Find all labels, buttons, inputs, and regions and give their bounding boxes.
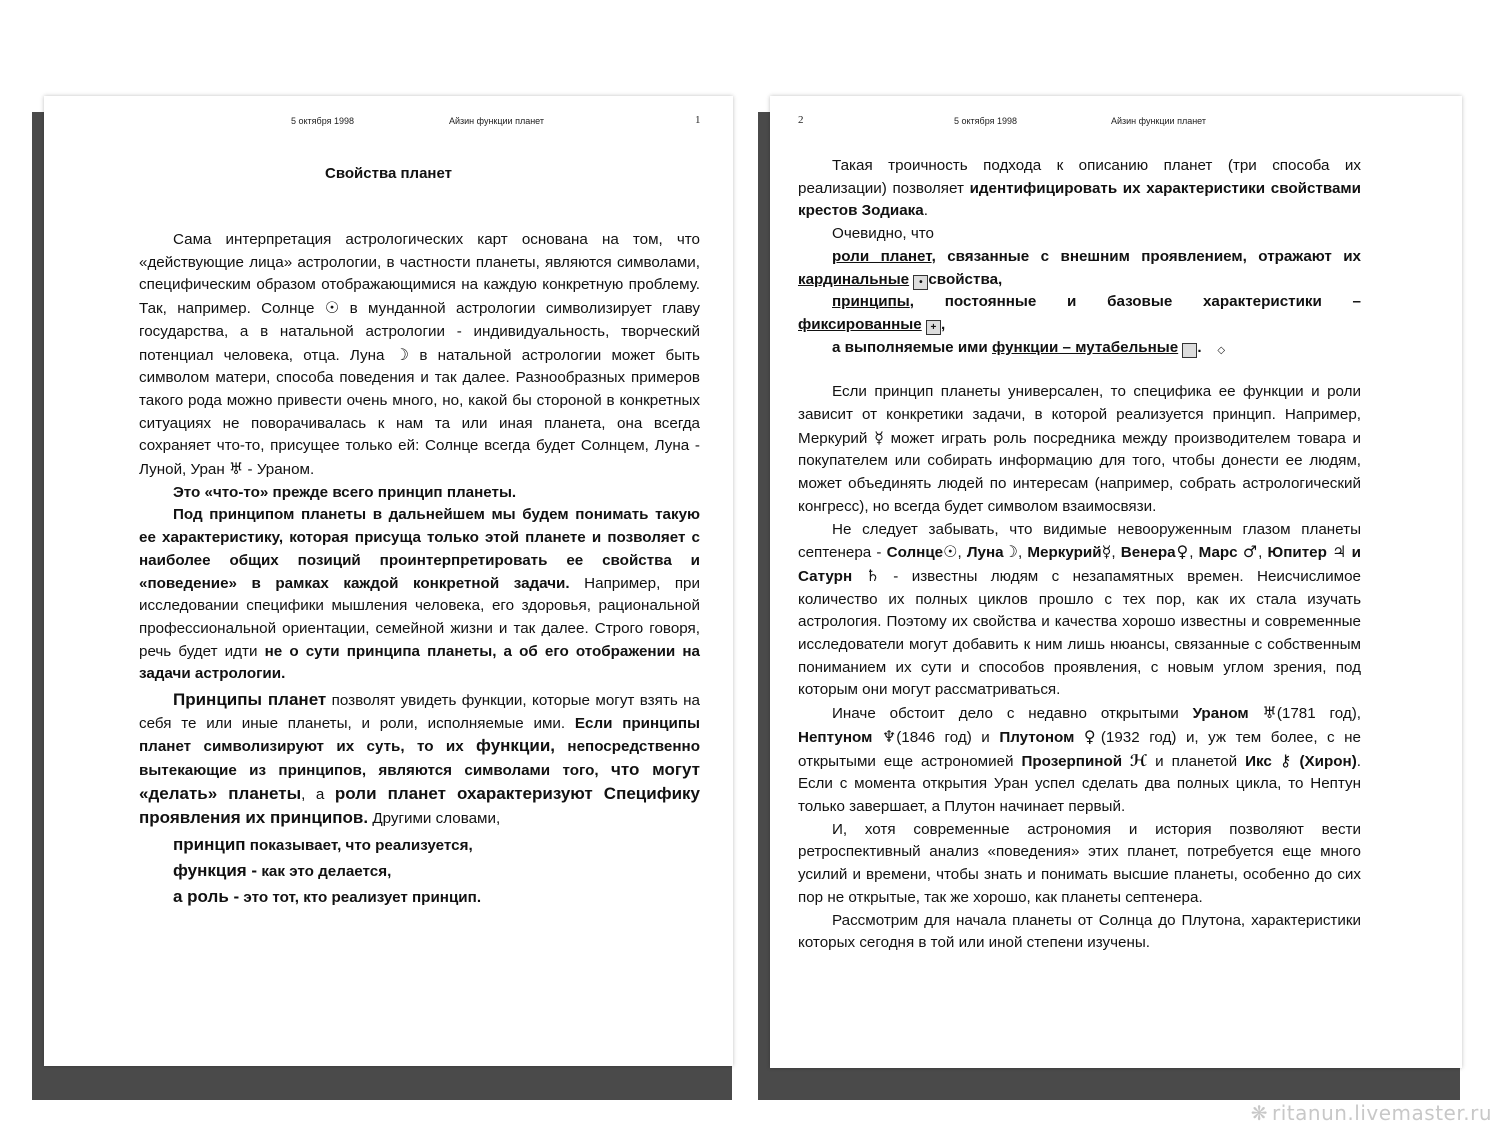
list-item [139, 858, 700, 884]
watermark-text: ritanun.livemaster.ru [1272, 1101, 1492, 1125]
text: Нептуном [798, 728, 873, 746]
page-2-body [798, 155, 1361, 955]
text: (Хирон) [1299, 752, 1357, 770]
text: роли планет [832, 247, 932, 265]
text: (1932 год) и, уж тем более, с не открытыми еще астрономией [798, 728, 1361, 770]
mars-symbol-icon: ♂ [1242, 542, 1259, 562]
list-item [798, 337, 1361, 360]
paragraph [798, 381, 1361, 518]
text: Если принцип планеты универсален, то специфика ее функции и роли зависит от конкретики задачи, в которой реализуется принцип. Например, Меркурий [798, 383, 1361, 447]
gear-icon: ❋ [1250, 1101, 1269, 1125]
text: функция - [173, 861, 258, 881]
text: Другими словами, [372, 809, 501, 827]
page-header-title: Айзин функции планет [1111, 116, 1207, 126]
text: и [1351, 544, 1361, 562]
list-item [798, 291, 1361, 314]
text: Юпитер [1267, 544, 1327, 562]
role-list [139, 832, 700, 910]
text: Под принципом планеты в дальнейшем мы будем понимать такую ее характеристику, которая присуща только этой планете и позволяет с наиболее общих позиций проинтерпретировать ее свойства и «поведение» в рамках каждой конкретной задачи. [139, 506, 700, 592]
text: Ураном [1192, 705, 1249, 723]
text: роли планет охарактеризуют Специфику проявления их принципов. [139, 783, 700, 827]
text: Икс [1245, 752, 1272, 770]
text: (1846 год) и [896, 728, 990, 746]
text: а роль - [173, 887, 240, 907]
text: Иначе обстоит дело с недавно открытыми [832, 705, 1179, 723]
paragraph [139, 229, 700, 482]
text: , а [301, 785, 325, 803]
text: в натальной астрологии может быть символом матери, способа поведения и так далее. Разнообразных примеров такого рода можно привести очень много, но, какой бы стороной в конкретных ситуациях не поворачивалась к нам та или иная планета, она всегда сохраняет что-то, присущее только ей: Солнце всегда будет Солнцем, Луна - Луной, Уран [139, 346, 700, 479]
paragraph: И, хотя современные астрономия и история позволяют вести ретроспективный анализ «поведения» этих планет, потребуется еще много усилий и времени, чтобы знать и понимать высшие планеты, особенно до сих пор не открытые, так же хорошо, как планеты септенера. [798, 820, 1361, 906]
text: функции – мутабельные [992, 338, 1179, 356]
page-header-date: 5 октября 1998 [291, 116, 354, 126]
text: как это делается, [261, 863, 392, 881]
mercury-symbol-icon: ☿ [1101, 542, 1112, 562]
text: Принципы планет [173, 690, 327, 710]
list-item [139, 884, 700, 910]
text: Такая троичность подхода к описанию планет (три способа их реализации) позволяет [798, 157, 1361, 197]
page-number: 1 [695, 114, 701, 126]
text: в мунданной астрологии символизирует главу государства, а в натальной астрологии - индивидуальность, творческий потенциал человека, отца. Луна [139, 300, 700, 364]
text: . [1197, 338, 1202, 356]
page-1-body [139, 229, 700, 910]
cross-list [798, 246, 1361, 360]
paragraph: Это «что-то» прежде всего принцип планеты. [173, 483, 517, 501]
proserpina-symbol-icon: ℋ [1130, 750, 1148, 770]
sun-symbol-icon: ☉ [324, 298, 340, 318]
page-number: 2 [798, 114, 804, 126]
text: - Ураном. [247, 461, 315, 479]
paragraph: Рассмотрим для начала планеты от Солнца до Плутона, характеристики которых сегодня в той или иной степени изучены. [798, 911, 1361, 952]
paragraph: Не следует забывать, что видимые невооруженным глазом планеты септенера - Солнце☉, Луна☽, Меркурий☿, Венера♀, Марс ♂, Юпитер ♃ и Сатурн ♄ - известны людям с незапамятных времен. Неисчислимое количество их полных циклов прошло с тех пор, как их стала изучать астрология. Поэтому их свойства и качества хорошо известны и современные исследователи могут добавить к ним лишь нюансы, связанные с собственным пониманием их сути и способов проявления, с новым углом зрения, под которым они могут рассматриваться. [798, 520, 1361, 699]
cardinal-cross-icon: • [913, 275, 928, 290]
text: принципы [832, 293, 910, 311]
mutable-cross-icon: ◇ [1182, 343, 1197, 358]
text: , [940, 315, 946, 333]
text: Марс [1198, 544, 1238, 562]
text: Сама интерпретация астрологических карт основана на том, что «действующие лица» астрологии, в частности планеты, являются символами, специфическим образом отображающимися на каждую конкретную проблему. Так, например. Солнце [139, 231, 700, 318]
text: функции, [476, 736, 556, 756]
text: . Если с момента открытия Уран успел сделать два полных цикла, то Нептун только завершает, а Плутон начинает первый. [798, 752, 1361, 815]
jupiter-symbol-icon: ♃ [1332, 542, 1347, 562]
page-header-title: Айзин функции планет [449, 116, 545, 126]
text: - известны людям с незапамятных времен. Неисчислимое количество их полных циклов прошло с тех пор, как их стала изучать астрология. Поэтому их свойства и качества хорошо известны и современные исследователи могут добавить к ним лишь нюансы, связанные с собственным пониманием их сути и способов проявления, с новым углом зрения, под которым они могут рассматриваться. [798, 567, 1361, 699]
mercury-symbol-icon: ☿ [874, 427, 884, 447]
text: Меркурий [1027, 544, 1102, 562]
text: идентифицировать их характеристики свойствами крестов Зодиака [798, 179, 1361, 220]
list-item [139, 832, 700, 858]
text: Солнце [886, 544, 944, 562]
sun-symbol-icon: ☉ [943, 542, 958, 562]
neptune-symbol-icon: ♆ [881, 726, 897, 746]
text: Прозерпиной [1021, 752, 1123, 770]
uranus-symbol-icon: ♅ [228, 459, 244, 479]
text: принцип [173, 835, 246, 855]
text: фиксированные [798, 315, 922, 333]
page-header-date: 5 октября 1998 [954, 116, 1017, 126]
venus-symbol-icon: ♀ [1175, 542, 1190, 562]
document-page-1 [44, 96, 733, 1066]
text: Не следует забывать, что видимые невооруженным глазом планеты септенера - [798, 520, 1361, 562]
text: Плутоном [999, 728, 1075, 746]
chiron-symbol-icon: ⚷ [1279, 750, 1292, 770]
text: , постоянные и базовые характеристики – [909, 293, 1361, 311]
text: Например, при исследовании специфики мышления человека, его здоровья, рациональной профессиональной ориентации, семейной жизни и так далее. Строго говоря, речь будет идти [139, 574, 700, 660]
text: не о сути принципа планеты, а об его отображении на задачи астрологии. [139, 642, 700, 683]
text: показывает, что реализуется, [249, 837, 473, 855]
text: может играть роль посредника между производителем товара и покупателем или собирать информацию для того, чтобы донести ее людям, может объединять людей по интересам (например, собрать астрологический конгресс), но всегда будет символом взаимосвязи. [798, 429, 1361, 515]
list-item [798, 269, 1361, 292]
text: Венера [1120, 544, 1176, 562]
page-title: Свойства планет [325, 165, 452, 182]
watermark [1251, 1101, 1492, 1125]
paragraph [139, 504, 700, 686]
paragraph [139, 689, 700, 830]
moon-symbol-icon: ☽ [1003, 542, 1018, 562]
paragraph [798, 155, 1361, 223]
text: Если принципы планет символизируют их суть, то их [139, 714, 700, 756]
text: Луна [966, 544, 1004, 562]
list-item [798, 314, 1361, 337]
fixed-cross-icon: + [926, 320, 941, 335]
text: кардинальные [798, 270, 910, 288]
text: . [923, 202, 928, 220]
moon-symbol-icon: ☽ [394, 344, 410, 364]
text: , связанные с внешним проявлением, отражают их [931, 247, 1361, 265]
paragraph [798, 702, 1361, 819]
text: и планетой [1155, 752, 1238, 770]
text: свойства, [928, 270, 1003, 288]
document-page-2 [770, 96, 1462, 1068]
uranus-symbol-icon: ♅ [1262, 703, 1277, 723]
saturn-symbol-icon: ♄ [865, 565, 880, 585]
text: позволят увидеть функции, которые могут взять на себя те или иные планеты, и роли, исполняемые ими. [139, 692, 700, 732]
text: (1781 год), [1276, 705, 1361, 723]
text: непосредственно вытекающие из принципов, являются символами того, [139, 738, 700, 780]
text: что могут «делать» планеты [139, 760, 700, 803]
pluto-symbol-icon: ♀ [1083, 726, 1101, 746]
paragraph: Очевидно, что [832, 225, 935, 243]
list-item [798, 246, 1361, 269]
text: а выполняемые ими [832, 338, 988, 356]
text: это тот, кто реализует принцип. [243, 889, 482, 907]
text: Сатурн [798, 567, 853, 585]
